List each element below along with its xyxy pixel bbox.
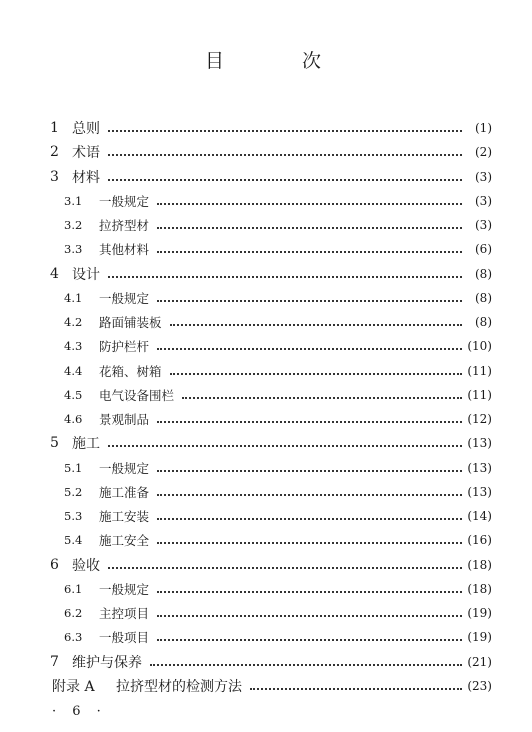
toc-entry-number: 3.1: [64, 193, 83, 208]
toc-entry: [50, 555, 492, 575]
toc-entry-title: 维护与保养: [72, 654, 142, 671]
toc-entry: [64, 506, 492, 526]
dot-leader: [150, 664, 462, 666]
dot-leader: [157, 421, 462, 423]
toc-entry-number: 4.1: [64, 290, 83, 305]
toc-entry-page: (2): [475, 145, 492, 160]
toc-entry-title: 设计: [72, 266, 100, 283]
toc-entry-title: 施工安装: [99, 509, 150, 524]
toc-entry-page: (12): [467, 412, 492, 426]
toc-entry: [50, 433, 492, 453]
toc-entry-number: 5.2: [64, 484, 83, 499]
toc-entry-number: 7: [50, 653, 59, 670]
toc-entry-page: (11): [467, 387, 492, 402]
toc-entry-page: (8): [475, 290, 492, 305]
toc-entry-title: 验收: [72, 557, 100, 574]
toc-entry-number: 3.2: [64, 218, 83, 232]
toc-entry: [64, 288, 492, 308]
toc-entry-page: (3): [475, 169, 492, 184]
toc-entry-page: (21): [467, 654, 492, 669]
toc-entry-number: 附录 A: [52, 678, 95, 695]
dot-leader: [157, 639, 462, 641]
toc-entry-title: 拉挤型材的检测方法: [116, 678, 242, 695]
toc-entry: [64, 482, 492, 502]
toc-entry-page: (3): [475, 218, 492, 232]
dot-leader: [157, 227, 462, 229]
toc-entry-title: 一般规定: [99, 290, 150, 306]
toc-entry-title: 总则: [72, 121, 100, 137]
toc-entry-page: (8): [475, 315, 492, 329]
toc-entry: [64, 361, 492, 381]
dot-leader: [157, 591, 462, 593]
toc-entry: [52, 676, 492, 696]
toc-entry-title: 花箱、树箱: [99, 363, 162, 379]
toc-entry-title: 一般规定: [99, 460, 150, 476]
page-title: 目 次: [204, 50, 358, 72]
toc-entry: [64, 530, 492, 550]
toc-entry: [64, 312, 492, 332]
toc-entry-page: (16): [467, 533, 492, 548]
toc-entry-number: 3.3: [64, 242, 83, 257]
dot-leader: [157, 203, 462, 205]
dot-leader: [157, 615, 462, 617]
page-number: · 6 ·: [52, 704, 107, 719]
dot-leader: [108, 179, 462, 181]
toc-entry: [64, 458, 492, 478]
toc-entry-title: 电气设备围栏: [99, 387, 175, 403]
toc-entry-page: (19): [467, 606, 492, 620]
dot-leader: [170, 324, 462, 326]
dot-leader: [157, 518, 462, 520]
toc-entry-title: 一般规定: [99, 581, 150, 597]
toc-entry: [64, 627, 492, 647]
toc-entry: [64, 239, 492, 259]
dot-leader: [157, 300, 462, 302]
toc-entry-title: 其他材料: [99, 242, 150, 258]
toc-entry-page: (13): [467, 484, 492, 499]
toc-entry: [64, 215, 492, 235]
toc-entry-number: 4.4: [64, 363, 83, 378]
dot-leader: [157, 470, 462, 472]
toc-entry-title: 景观制品: [99, 412, 150, 427]
dot-leader: [108, 567, 462, 569]
dot-leader: [108, 445, 462, 447]
toc-entry-page: (18): [467, 557, 492, 572]
toc-entry-number: 6.1: [64, 581, 83, 596]
dot-leader: [157, 542, 462, 544]
toc-entry-page: (13): [467, 460, 492, 475]
toc-entry: [64, 409, 492, 429]
toc-entry-page: (3): [475, 193, 492, 208]
toc-entry-page: (13): [467, 436, 492, 451]
toc-entry-number: 4.6: [64, 412, 83, 426]
toc-entry-page: (23): [467, 678, 492, 693]
toc-entry: [64, 336, 492, 356]
toc-entry-number: 3: [50, 168, 59, 185]
toc-entry-number: 4.3: [64, 339, 83, 354]
dot-leader: [108, 276, 462, 278]
toc-entry: [50, 142, 492, 162]
toc-entry-page: (14): [467, 509, 492, 523]
dot-leader: [157, 348, 462, 350]
toc-entry: [64, 579, 492, 599]
toc-entry-title: 主控项目: [99, 606, 150, 621]
toc-entry: [64, 191, 492, 211]
toc-entry-number: 5.3: [64, 509, 83, 523]
toc-entry-number: 1: [50, 120, 59, 136]
toc-entry-title: 施工准备: [99, 484, 150, 500]
dot-leader: [170, 373, 462, 375]
toc-entry-number: 6.2: [64, 606, 83, 620]
toc-entry: [64, 603, 492, 623]
toc-entry-title: 一般规定: [99, 193, 150, 209]
toc-entry-page: (18): [467, 581, 492, 596]
toc-entry-page: (1): [475, 121, 492, 135]
toc-entry-title: 术语: [72, 145, 100, 162]
toc-entry-page: (8): [475, 266, 492, 281]
toc-entry: [50, 264, 492, 284]
toc-entry-title: 路面铺装板: [99, 315, 162, 330]
toc-entry-number: 4.2: [64, 315, 83, 329]
dot-leader: [157, 494, 462, 496]
toc-entry-number: 4.5: [64, 387, 83, 402]
toc-entry-number: 6.3: [64, 630, 83, 645]
toc-entry-page: (6): [475, 242, 492, 257]
toc-entry-number: 4: [50, 265, 59, 282]
toc-entry: [64, 385, 492, 405]
toc-entry: [50, 118, 492, 138]
dot-leader: [182, 397, 462, 399]
toc-entry-page: (10): [467, 339, 492, 354]
toc-entry-title: 防护栏杆: [99, 339, 150, 355]
toc-entry-page: (11): [467, 363, 492, 378]
toc-entry-title: 施工: [72, 436, 100, 453]
toc-entry-page: (19): [467, 630, 492, 645]
dot-leader: [157, 251, 462, 253]
toc-entry-number: 5.1: [64, 460, 83, 475]
toc-entry-title: 材料: [72, 169, 100, 186]
toc-entry-number: 6: [50, 556, 59, 573]
toc-entry-number: 5.4: [64, 533, 83, 548]
toc-entry: [50, 652, 492, 672]
toc-entry: [50, 167, 492, 187]
toc-entry-title: 一般项目: [99, 630, 150, 646]
toc-entry-title: 拉挤型材: [99, 218, 150, 233]
toc-entry-number: 2: [50, 144, 59, 161]
dot-leader: [108, 154, 462, 156]
toc-entry-title: 施工安全: [99, 533, 150, 549]
dot-leader: [250, 688, 462, 690]
toc-entry-number: 5: [50, 435, 59, 452]
dot-leader: [108, 130, 462, 132]
